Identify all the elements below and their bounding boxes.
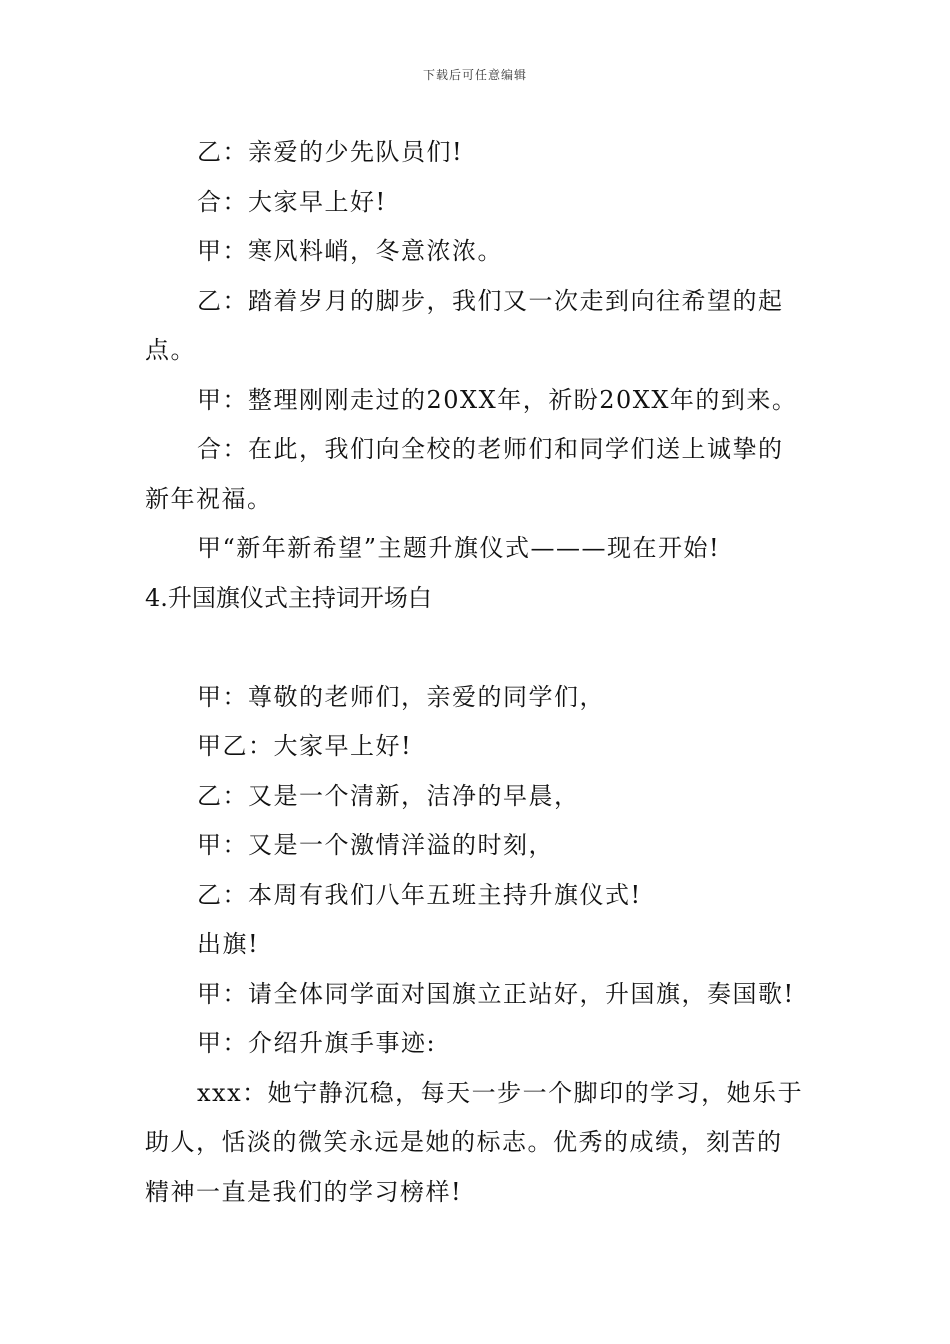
dialogue-line: xxx：她宁静沉稳，每天一步一个脚印的学习，她乐于 [197, 1078, 804, 1107]
dialogue-line: 甲乙：大家早上好! [197, 732, 413, 760]
dialogue-line: 甲：整理刚刚走过的20XX年，祈盼20XX年的到来。 [197, 385, 798, 414]
dialogue-line: 甲：又是一个激情洋溢的时刻， [197, 831, 554, 859]
dialogue-line: 甲：介绍升旗手事迹: [197, 1029, 437, 1057]
document-body [145, 128, 809, 1217]
dialogue-line: 甲：寒风料峭，冬意浓浓。 [197, 237, 503, 265]
dialogue-line-continuation: 点。 [145, 336, 196, 364]
dialogue-line: 乙：又是一个清新，洁净的早晨， [197, 781, 580, 810]
blank-line [145, 623, 809, 673]
dialogue-line-continuation: 新年祝福。 [145, 484, 273, 513]
dialogue-line: 合：在此，我们向全校的老师们和同学们送上诚挚的 [197, 435, 784, 463]
page-header-note: 下载后可任意编辑 [422, 68, 527, 82]
dialogue-line: 出旗! [197, 930, 260, 958]
dialogue-line-continuation: 精神一直是我们的学习榜样! [145, 1177, 463, 1206]
dialogue-line-continuation: 助人，恬淡的微笑永远是她的标志。优秀的成绩，刻苦的 [145, 1128, 783, 1156]
dialogue-line: 乙：本周有我们八年五班主持升旗仪式! [197, 880, 642, 909]
dialogue-line: 乙：亲爱的少先队员们! [197, 138, 464, 166]
dialogue-line: 甲：请全体同学面对国旗立正站好，升国旗，奏国歌! [197, 979, 795, 1008]
dialogue-line: 合：大家早上好! [197, 187, 387, 216]
dialogue-line: 甲“新年新希望”主题升旗仪式———现在开始! [197, 534, 721, 562]
dialogue-line: 乙：踏着岁月的脚步，我们又一次走到向往希望的起 [197, 286, 784, 315]
dialogue-line: 甲：尊敬的老师们，亲爱的同学们， [197, 682, 605, 711]
section-heading: 4.升国旗仪式主持词开场白 [145, 583, 432, 612]
